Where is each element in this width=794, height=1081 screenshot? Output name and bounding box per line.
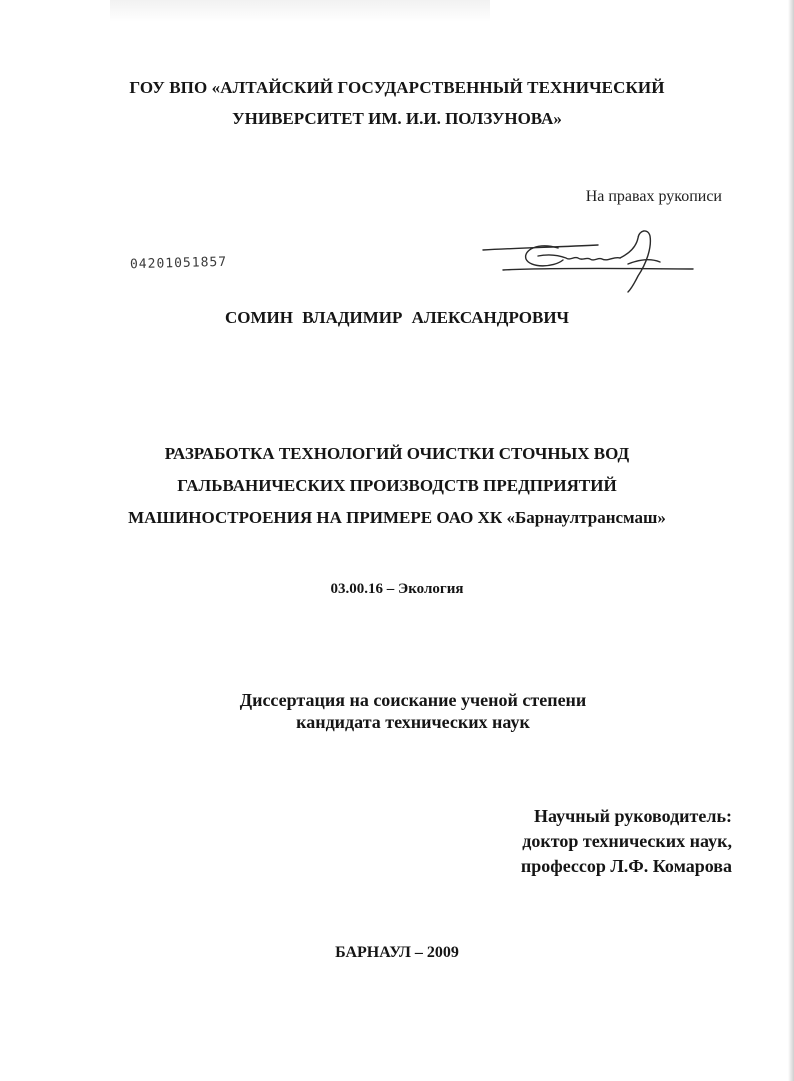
specialty: 03.00.16 – Экология (330, 581, 464, 597)
supervisor-degree: доктор технических наук, (522, 831, 732, 851)
registration-code: 04201051857 (129, 254, 228, 273)
manuscript-note: На правах рукописи (585, 188, 722, 205)
institution-line-2: УНИВЕРСИТЕТ ИМ. И.И. ПОЛЗУНОВА» (232, 109, 562, 128)
city-year: БАРНАУЛ – 2009 (335, 944, 459, 961)
supervisor-heading: Научный руководитель: (534, 806, 732, 826)
author-name: СОМИН ВЛАДИМИР АЛЕКСАНДРОВИЧ (224, 308, 570, 327)
title-line-2: ГАЛЬВАНИЧЕСКИХ ПРОИЗВОДСТВ ПРЕДПРИЯТИЙ (177, 476, 617, 495)
title-line-3: МАШИНОСТРОЕНИЯ НА ПРИМЕРЕ ОАО ХК «Барнаултрансмаш» (128, 508, 666, 527)
signature-icon (478, 228, 698, 298)
title-line-1: РАЗРАБОТКА ТЕХНОЛОГИЙ ОЧИСТКИ СТОЧНЫХ ВОД (164, 444, 630, 463)
supervisor-name: профессор Л.Ф. Комарова (520, 856, 732, 876)
institution-line-1: ГОУ ВПО «АЛТАЙСКИЙ ГОСУДАРСТВЕННЫЙ ТЕХНИЧЕСКИЙ (129, 78, 665, 97)
dissertation-line-1: Диссертация на соискание ученой степени (239, 690, 587, 710)
dissertation-line-2: кандидата технических наук (296, 712, 530, 732)
scan-shadow (110, 0, 490, 22)
page-edge-shadow (788, 0, 794, 1081)
